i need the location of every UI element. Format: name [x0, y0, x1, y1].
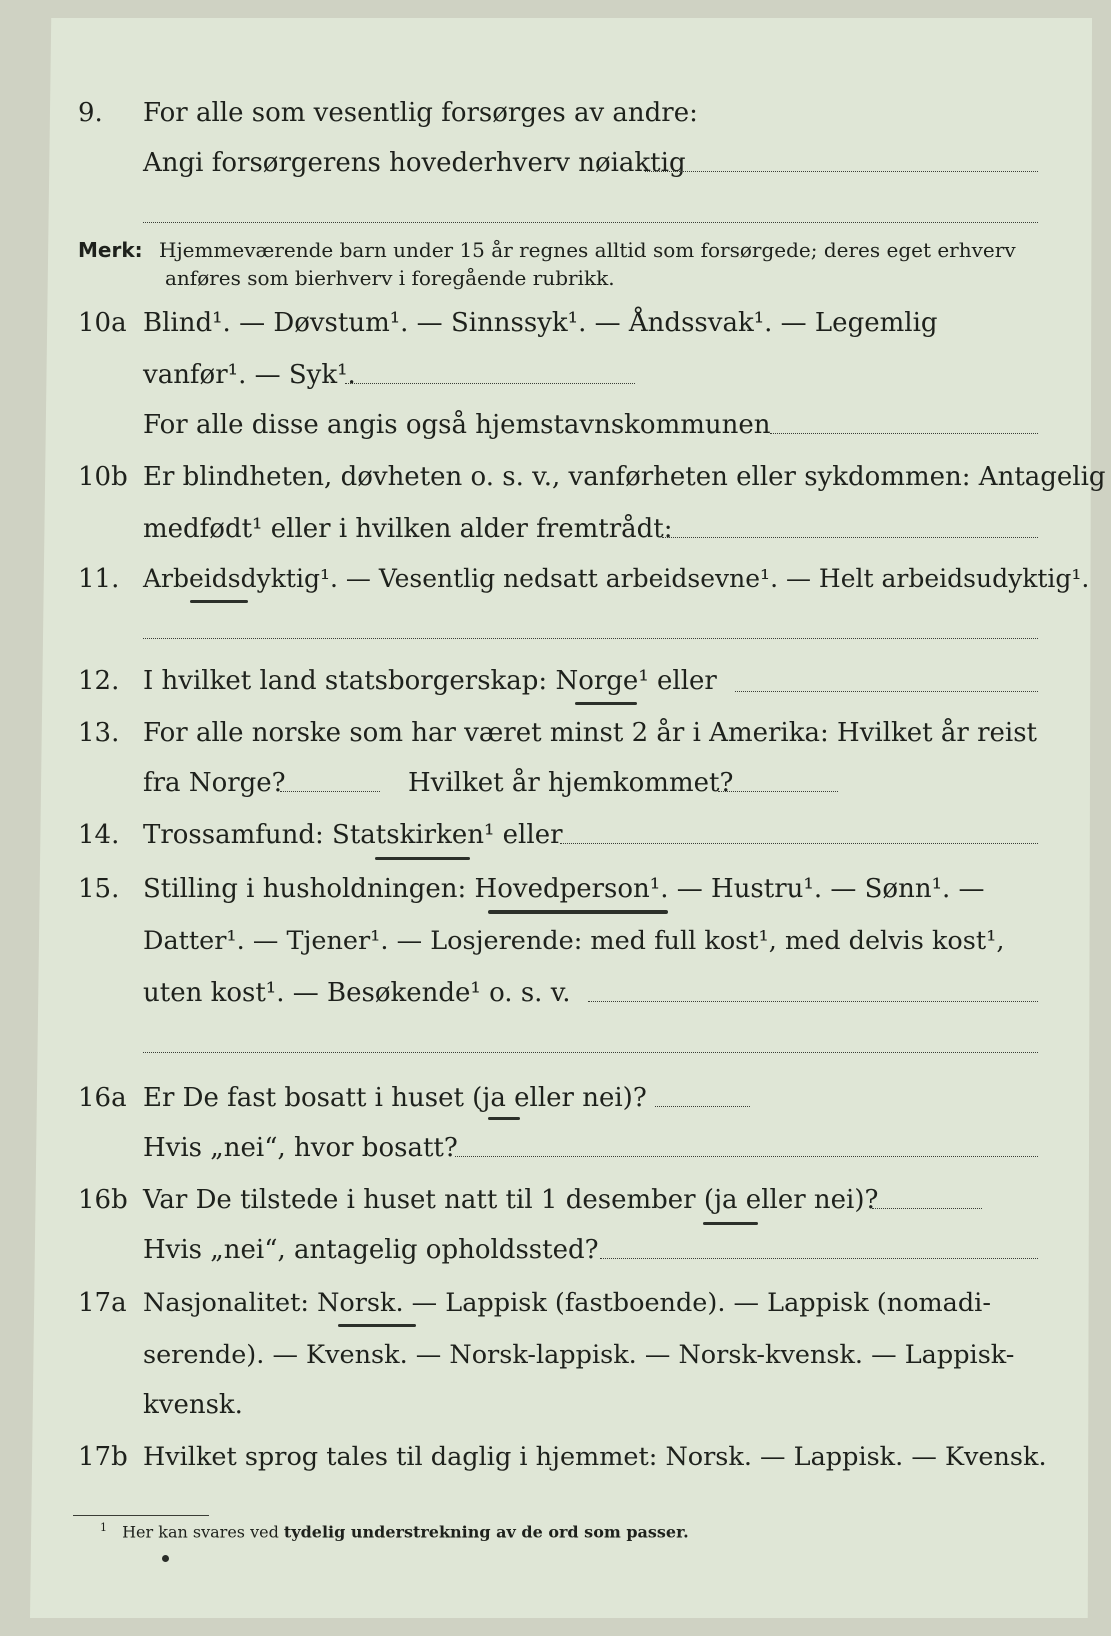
handwritten-underline-16b: [703, 1222, 758, 1225]
item-17a-line-3: kvensk.: [143, 1390, 243, 1420]
answer-field-16a-bosatt[interactable]: [455, 1156, 1038, 1157]
item-9-line-2: Angi forsørgerens hovederhverv nøiaktig: [143, 148, 686, 178]
item-16b-line-1: Var De tilstede i huset natt til 1 desember (ja eller nei)?: [143, 1185, 879, 1215]
item-15-line-3: uten kost¹. — Besøkende¹ o. s. v.: [143, 978, 571, 1008]
item-10a-line-1: Blind¹. — Døvstum¹. — Sinnssyk¹. — Åndssvak¹. — Legemlig: [143, 308, 938, 338]
item-12-line-1: I hvilket land statsborgerskap: Norge¹ eller: [143, 666, 717, 696]
ink-dot: [162, 1555, 169, 1562]
answer-field-15[interactable]: [588, 1001, 1038, 1002]
footnote-text-bold: tydelig understrekning av de ord som passer.: [283, 1522, 689, 1542]
item-number-17a: 17a: [78, 1288, 127, 1318]
footnote: [100, 1521, 689, 1541]
item-15-line-1: Stilling i husholdningen: Hovedperson¹. — Hustru¹. — Sønn¹. —: [143, 874, 985, 904]
footnote-marker: 1: [100, 1521, 107, 1534]
answer-field-14[interactable]: [560, 843, 1038, 844]
item-number-16a: 16a: [78, 1083, 127, 1113]
handwritten-underline-16a: [488, 1117, 520, 1120]
item-10a-line-3: For alle disse angis også hjemstavnskommunen: [143, 410, 771, 440]
item-17b-line-1: Hvilket sprog tales til daglig i hjemmet: Norsk. — Lappisk. — Kvensk.: [143, 1442, 1047, 1472]
item-number-10a: 10a: [78, 308, 127, 338]
item-14-line-1: Trossamfund: Statskirken¹ eller: [143, 820, 563, 850]
answer-field-13-reist[interactable]: [280, 791, 380, 792]
item-11-line-1: Arbeidsdyktig¹. — Vesentlig nedsatt arbeidsevne¹. — Helt arbeidsudyktig¹.: [143, 564, 1090, 593]
handwritten-underline-11: [190, 600, 248, 603]
item-10b-line-2: medfødt¹ eller i hvilken alder fremtrådt:: [143, 514, 673, 544]
item-number-10b: 10b: [78, 462, 128, 492]
item-15-line-2: Datter¹. — Tjener¹. — Losjerende: med full kost¹, med delvis kost¹,: [143, 926, 1005, 956]
item-number-17b: 17b: [78, 1442, 128, 1472]
item-16a-line-2: Hvis „nei“, hvor bosatt?: [143, 1133, 458, 1163]
item-16b-line-2: Hvis „nei“, antagelig opholdssted?: [143, 1235, 599, 1265]
answer-field-10b[interactable]: [662, 537, 1038, 538]
answer-field-10a-syk[interactable]: [345, 383, 635, 384]
item-16a-line-1: Er De fast bosatt i huset (ja eller nei)?: [143, 1083, 647, 1113]
handwritten-underline-15: [488, 910, 668, 914]
item-number-11: 11.: [78, 564, 120, 594]
item-10b-line-1: Er blindheten, døvheten o. s. v., vanførheten eller sykdommen: Antagelig: [143, 462, 1106, 492]
handwritten-underline-17a: [338, 1324, 416, 1327]
note-label: Merk:: [78, 238, 143, 262]
answer-line-11[interactable]: [143, 638, 1038, 639]
answer-field-16b-opholdssted[interactable]: [600, 1258, 1038, 1259]
item-13-line-3: Hvilket år hjemkommet?: [408, 768, 734, 798]
item-number-14: 14.: [78, 820, 120, 850]
answer-line-15[interactable]: [143, 1052, 1038, 1053]
answer-field-12[interactable]: [735, 691, 1038, 692]
handwritten-underline-12: [575, 702, 637, 705]
answer-line-9[interactable]: [143, 222, 1038, 223]
answer-field-9[interactable]: [645, 171, 1038, 172]
note-line-1: Hjemmeværende barn under 15 år regnes alltid som forsørgede; deres eget erhverv: [159, 238, 1016, 262]
note-block: [78, 236, 1016, 264]
footnote-text: Her kan svares ved: [122, 1522, 279, 1542]
note-line-2: anføres som bierhverv i foregående rubrikk.: [165, 266, 615, 290]
item-13-line-1: For alle norske som har været minst 2 år i Amerika: Hvilket år reist: [143, 718, 1037, 748]
item-number-13: 13.: [78, 718, 120, 748]
item-number-12: 12.: [78, 666, 120, 696]
item-number-15: 15.: [78, 874, 120, 904]
answer-field-16b[interactable]: [872, 1208, 982, 1209]
answer-field-13-hjemkommet[interactable]: [718, 791, 838, 792]
item-number-9: 9.: [78, 98, 103, 128]
item-17a-line-2: serende). — Kvensk. — Norsk-lappisk. — Norsk-kvensk. — Lappisk-: [143, 1340, 1015, 1370]
item-number-16b: 16b: [78, 1185, 128, 1215]
item-9-line-1: For alle som vesentlig forsørges av andre:: [143, 98, 698, 128]
item-13-line-2: fra Norge?: [143, 768, 286, 798]
footnote-rule: [73, 1515, 209, 1516]
item-10a-line-2: vanfør¹. — Syk¹.: [143, 360, 356, 390]
handwritten-underline-14: [375, 857, 470, 860]
item-17a-line-1: Nasjonalitet: Norsk. — Lappisk (fastboende). — Lappisk (nomadi-: [143, 1288, 991, 1318]
answer-field-16a[interactable]: [655, 1106, 750, 1107]
answer-field-10a-hjemstavn[interactable]: [770, 433, 1038, 434]
